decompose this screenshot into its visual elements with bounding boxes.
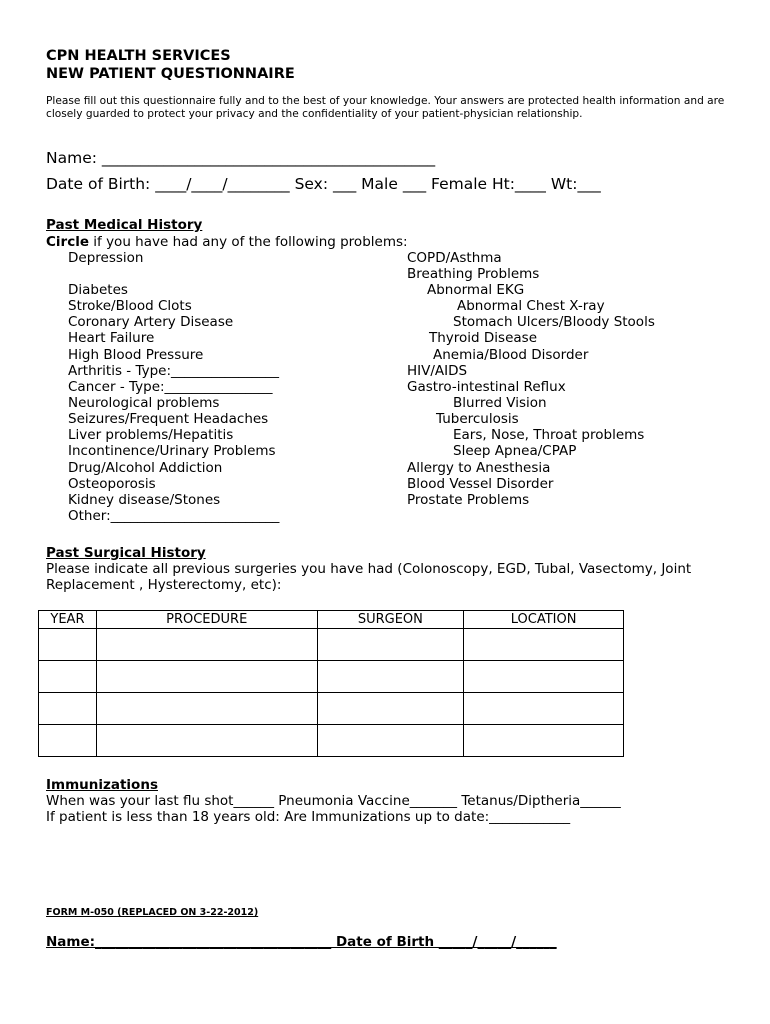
procedure-cell[interactable] xyxy=(96,725,317,757)
immunizations-up-to-date-field[interactable]: If patient is less than 18 years old: Are Immunizations up to date:____________ xyxy=(46,809,571,825)
condition-item[interactable]: Arthritis - Type:________________ xyxy=(68,363,280,379)
condition-item[interactable]: Liver problems/Hepatitis xyxy=(68,427,234,443)
location-cell[interactable] xyxy=(464,629,624,661)
condition-item[interactable]: Other:_________________________ xyxy=(68,508,280,524)
surgery-table-header xyxy=(39,611,624,629)
circle-instructions-rest: if you have had any of the following problems: xyxy=(88,234,408,250)
table-row xyxy=(39,661,624,693)
year-cell[interactable] xyxy=(39,693,97,725)
condition-item[interactable]: Blood Vessel Disorder xyxy=(407,476,554,492)
condition-item[interactable]: HIV/AIDS xyxy=(407,363,468,379)
column-procedure: PROCEDURE xyxy=(96,611,317,629)
column-surgeon: SURGEON xyxy=(317,611,464,629)
procedure-cell[interactable] xyxy=(96,629,317,661)
condition-item[interactable]: Abnormal EKG xyxy=(427,282,525,298)
year-cell[interactable] xyxy=(39,629,97,661)
condition-item[interactable]: Seizures/Frequent Headaches xyxy=(68,411,269,427)
pmh-heading: Past Medical History xyxy=(46,217,203,233)
surgeon-cell[interactable] xyxy=(317,725,464,757)
condition-item[interactable]: Cancer - Type:________________ xyxy=(68,379,273,395)
location-cell[interactable] xyxy=(464,661,624,693)
column-year: YEAR xyxy=(39,611,97,629)
table-row xyxy=(39,629,624,661)
condition-item[interactable]: Prostate Problems xyxy=(407,492,530,508)
circle-word: Circle xyxy=(46,234,89,250)
condition-item[interactable]: Thyroid Disease xyxy=(429,330,538,346)
footer-name-dob-field[interactable]: Name:___________________________________ Date of Birth _____/_____/______ xyxy=(46,934,557,950)
pmh-instructions xyxy=(46,234,408,250)
procedure-cell[interactable] xyxy=(96,693,317,725)
surgeon-cell[interactable] xyxy=(317,661,464,693)
table-row xyxy=(39,693,624,725)
condition-item[interactable]: Gastro-intestinal Reflux xyxy=(407,379,566,395)
condition-item[interactable]: Stomach Ulcers/Bloody Stools xyxy=(453,314,655,330)
condition-item[interactable]: Sleep Apnea/CPAP xyxy=(453,443,577,459)
condition-item[interactable]: Kidney disease/Stones xyxy=(68,492,221,508)
condition-item[interactable]: Blurred Vision xyxy=(453,395,547,411)
form-id: FORM M-050 (REPLACED ON 3-22-2012) xyxy=(46,907,259,918)
immunizations-heading: Immunizations xyxy=(46,777,158,793)
condition-item[interactable]: Allergy to Anesthesia xyxy=(407,460,551,476)
condition-item[interactable]: Abnormal Chest X-ray xyxy=(457,298,605,314)
condition-item[interactable]: Stroke/Blood Clots xyxy=(68,298,192,314)
column-location: LOCATION xyxy=(464,611,624,629)
condition-item[interactable]: Diabetes xyxy=(68,282,128,298)
condition-item[interactable]: Depression xyxy=(68,250,144,266)
condition-item[interactable]: Drug/Alcohol Addiction xyxy=(68,460,223,476)
condition-item[interactable]: Neurological problems xyxy=(68,395,220,411)
psh-heading: Past Surgical History xyxy=(46,545,206,561)
condition-item[interactable]: Coronary Artery Disease xyxy=(68,314,234,330)
surgery-table xyxy=(38,610,624,757)
condition-item[interactable]: High Blood Pressure xyxy=(68,347,204,363)
year-cell[interactable] xyxy=(39,725,97,757)
procedure-cell[interactable] xyxy=(96,661,317,693)
immunization-dates-field[interactable]: When was your last flu shot______ Pneumonia Vaccine_______ Tetanus/Diptheria______ xyxy=(46,793,621,809)
year-cell[interactable] xyxy=(39,661,97,693)
location-cell[interactable] xyxy=(464,725,624,757)
surgeon-cell[interactable] xyxy=(317,693,464,725)
condition-item[interactable]: Tuberculosis xyxy=(436,411,519,427)
table-row xyxy=(39,725,624,757)
psh-instructions-line-2: Replacement , Hysterectomy, etc): xyxy=(46,577,282,593)
condition-item[interactable]: COPD/Asthma xyxy=(407,250,502,266)
condition-item[interactable]: Ears, Nose, Throat problems xyxy=(453,427,645,443)
intro-paragraph: Please fill out this questionnaire fully and to the best of your knowledge. Your answers are protected health information and are closely guarded to protect your privacy and the confidentiality of your patient-physician relationship. xyxy=(46,95,725,121)
location-cell[interactable] xyxy=(464,693,624,725)
condition-item[interactable]: Breathing Problems xyxy=(407,266,540,282)
clinic-name: CPN HEALTH SERVICES xyxy=(46,48,231,64)
condition-item[interactable]: Incontinence/Urinary Problems xyxy=(68,443,276,459)
form-title: NEW PATIENT QUESTIONNAIRE xyxy=(46,66,295,82)
psh-instructions-line-1: Please indicate all previous surgeries you have had (Colonoscopy, EGD, Tubal, Vasectomy, Joint xyxy=(46,561,692,577)
condition-item[interactable]: Heart Failure xyxy=(68,330,155,346)
dob-sex-height-weight-field[interactable]: Date of Birth: ____/____/________ Sex: ___ Male ___ Female Ht:____ Wt:___ xyxy=(46,175,601,193)
patient-name-field[interactable]: Name: ___________________________________________ xyxy=(46,149,436,167)
condition-item[interactable]: Anemia/Blood Disorder xyxy=(433,347,589,363)
condition-item[interactable]: Osteoporosis xyxy=(68,476,156,492)
surgeon-cell[interactable] xyxy=(317,629,464,661)
